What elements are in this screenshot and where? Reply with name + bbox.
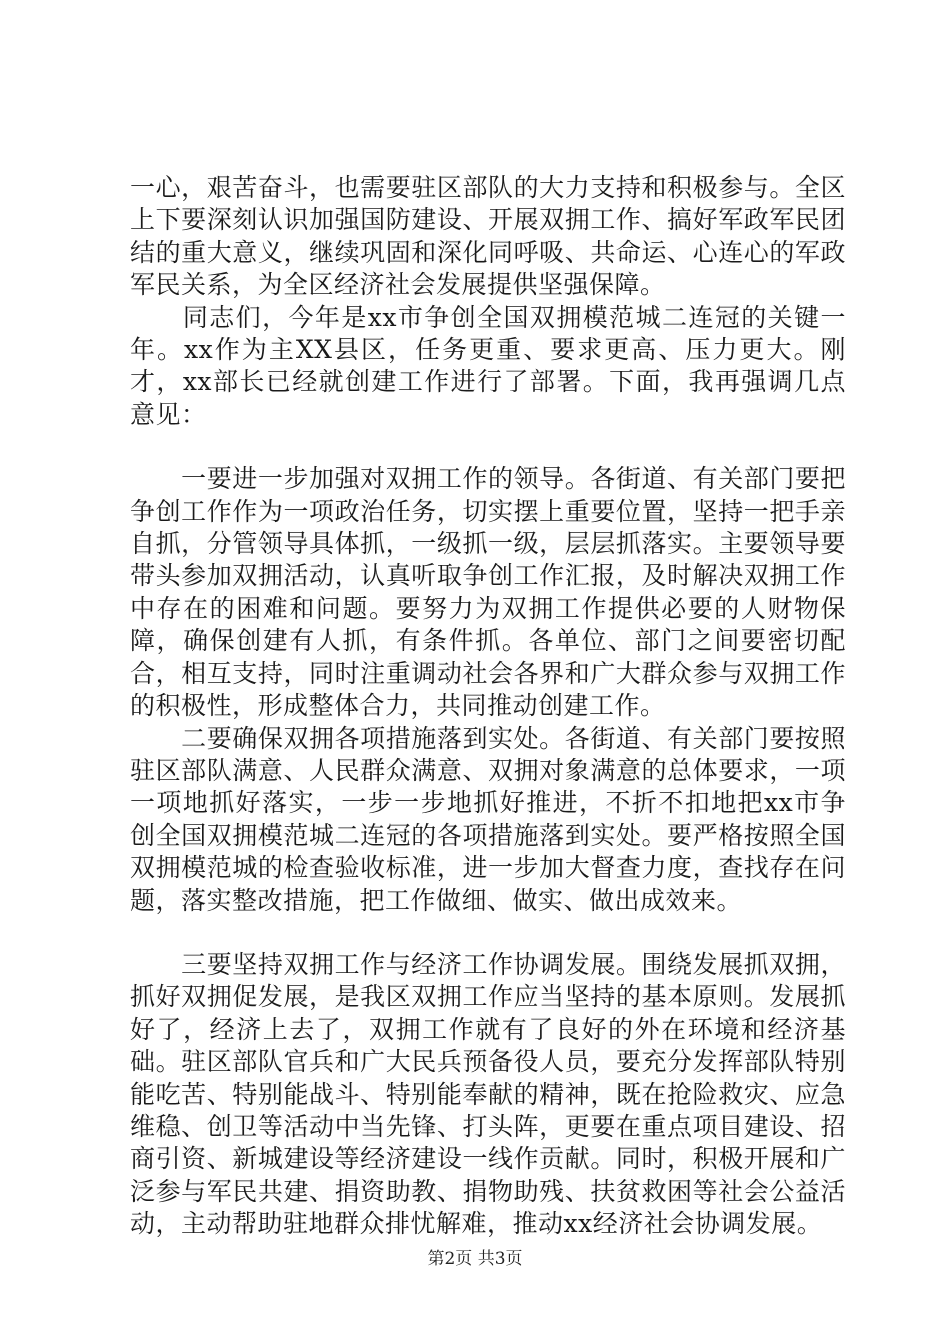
paragraph-1: 一心，艰苦奋斗，也需要驻区部队的大力支持和积极参与。全区上下要深刻认识加强国防建设、开展双拥工作、搞好军政军民团结的重大意义，继续巩固和深化同呼吸、共命运、心连心的军政军民关系，为全区经济社会发展提供坚强保障。 (130, 173, 846, 300)
page-footer: 第2页 共3页 (427, 1249, 523, 1269)
paragraph-4: 二要确保双拥各项措施落到实处。各街道、有关部门要按照驻区部队满意、人民群众满意、双拥对象满意的总体要求，一项一项地抓好落实，一步一步地抓好推进，不折不扣地把xx市争创全国双拥模范城二连冠的各项措施落到实处。要严格按照全国双拥模范城的检查验收标准，进一步加大督查力度，查找存在问题，落实整改措施，把工作做细、做实、做出成效来。 (130, 723, 846, 915)
paragraph-spacer (130, 917, 846, 949)
paragraph-3: 一要进一步加强对双拥工作的领导。各街道、有关部门要把争创工作作为一项政治任务，切实摆上重要位置，坚持一把手亲自抓，分管领导具体抓，一级抓一级，层层抓落实。主要领导要带头参加双拥活动，认真听取争创工作汇报，及时解决双拥工作中存在的困难和问题。要努力为双拥工作提供必要的人财物保障，确保创建有人抓，有条件抓。各单位、部门之间要密切配合，相互支持，同时注重调动社会各界和广大群众参与双拥工作的积极性，形成整体合力，共同推动创建工作。 (130, 464, 846, 721)
paragraph-5: 三要坚持双拥工作与经济工作协调发展。围绕发展抓双拥，抓好双拥促发展，是我区双拥工作应当坚持的基本原则。发展抓好了，经济上去了，双拥工作就有了良好的外在环境和经济基础。驻区部队官兵和广大民兵预备役人员，要充分发挥部队特别能吃苦、特别能战斗、特别能奉献的精神，既在抢险救灾、应急维稳、创卫等活动中当先锋、打头阵，更要在重点项目建设、招商引资、新城建设等经济建设一线作贡献。同时，积极开展和广泛参与军民共建、捐资助教、捐物助残、扶贫救困等社会公益活动，主动帮助驻地群众排忧解难，推动xx经济社会协调发展。 (130, 949, 846, 1239)
document-body (130, 172, 846, 1241)
paragraph-spacer (130, 431, 846, 463)
paragraph-2: 同志们，今年是xx市争创全国双拥模范城二连冠的关键一年。xx作为主XX县区，任务更重、要求更高、压力更大。刚才，xx部长已经就创建工作进行了部署。下面，我再强调几点意见： (130, 302, 846, 429)
